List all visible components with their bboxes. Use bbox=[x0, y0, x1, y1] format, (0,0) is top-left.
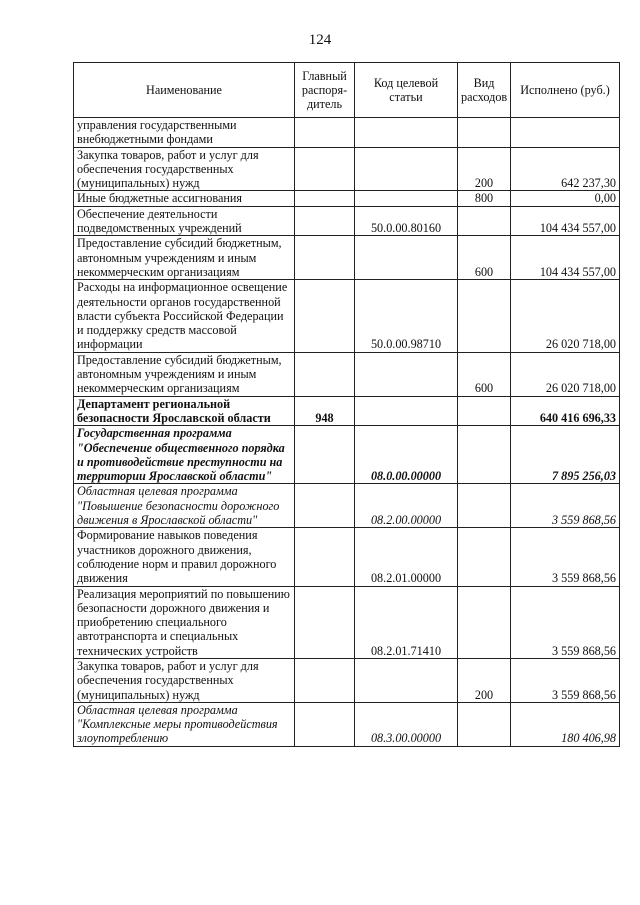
row-code-cell bbox=[355, 236, 458, 280]
row-code-cell: 50.0.00.80160 bbox=[355, 206, 458, 236]
row-chief-cell bbox=[295, 658, 355, 702]
row-code-cell: 08.3.00.00000 bbox=[355, 702, 458, 746]
row-chief-cell bbox=[295, 236, 355, 280]
row-name-cell: Обеспечение деятельности подведомственных учреждений bbox=[74, 206, 295, 236]
page-number: 124 bbox=[308, 32, 332, 48]
row-code-cell bbox=[355, 191, 458, 206]
row-amount-cell: 642 237,30 bbox=[511, 147, 620, 191]
table-row bbox=[74, 702, 620, 746]
row-type-cell: 600 bbox=[458, 236, 511, 280]
table-row bbox=[74, 484, 620, 528]
row-type-cell bbox=[458, 206, 511, 236]
row-type-cell bbox=[458, 118, 511, 148]
row-type-cell bbox=[458, 484, 511, 528]
row-code-cell: 08.2.01.00000 bbox=[355, 528, 458, 586]
table-row bbox=[74, 426, 620, 484]
row-chief-cell bbox=[295, 147, 355, 191]
row-name-cell: Областная целевая программа "Повышение безопасности дорожного движения в Ярославской области" bbox=[74, 484, 295, 528]
row-type-cell: 600 bbox=[458, 352, 511, 396]
row-type-cell bbox=[458, 396, 511, 426]
row-chief-cell bbox=[295, 118, 355, 148]
row-name-cell: управления государственными внебюджетными фондами bbox=[74, 118, 295, 148]
table-row bbox=[74, 352, 620, 396]
row-type-cell bbox=[458, 426, 511, 484]
row-type-cell: 200 bbox=[458, 658, 511, 702]
row-chief-cell bbox=[295, 702, 355, 746]
row-code-cell: 08.2.01.71410 bbox=[355, 586, 458, 658]
table-header-row bbox=[74, 63, 620, 118]
row-name-cell: Закупка товаров, работ и услуг для обеспечения государственных (муниципальных) нужд bbox=[74, 147, 295, 191]
row-chief-cell bbox=[295, 426, 355, 484]
row-amount-cell: 7 895 256,03 bbox=[511, 426, 620, 484]
row-amount-cell: 3 559 868,56 bbox=[511, 528, 620, 586]
row-code-cell bbox=[355, 352, 458, 396]
row-code-cell: 08.2.00.00000 bbox=[355, 484, 458, 528]
row-name-cell: Расходы на информационное освещение деятельности органов государственной власти субъекта Российской Федерации и поддержку средств массовой информации bbox=[74, 280, 295, 352]
header-amount: Исполнено (руб.) bbox=[511, 63, 620, 118]
row-chief-cell bbox=[295, 352, 355, 396]
table-row bbox=[74, 147, 620, 191]
row-type-cell bbox=[458, 528, 511, 586]
row-chief-cell: 948 bbox=[295, 396, 355, 426]
row-name-cell: Предоставление субсидий бюджетным, автономным учреждениям и иным некоммерческим организациям bbox=[74, 236, 295, 280]
header-code: Код целевой статьи bbox=[355, 63, 458, 118]
row-amount-cell: 26 020 718,00 bbox=[511, 352, 620, 396]
table-row bbox=[74, 280, 620, 352]
table-row bbox=[74, 206, 620, 236]
row-chief-cell bbox=[295, 484, 355, 528]
table-row bbox=[74, 191, 620, 206]
row-amount-cell: 26 020 718,00 bbox=[511, 280, 620, 352]
row-code-cell: 50.0.00.98710 bbox=[355, 280, 458, 352]
row-amount-cell bbox=[511, 118, 620, 148]
row-name-cell: Областная целевая программа "Комплексные меры противодействия злоупотреблению bbox=[74, 702, 295, 746]
row-amount-cell: 104 434 557,00 bbox=[511, 206, 620, 236]
row-type-cell: 800 bbox=[458, 191, 511, 206]
row-amount-cell: 640 416 696,33 bbox=[511, 396, 620, 426]
row-code-cell bbox=[355, 118, 458, 148]
row-name-cell: Предоставление субсидий бюджетным, автономным учреждениям и иным некоммерческим организациям bbox=[74, 352, 295, 396]
row-amount-cell: 104 434 557,00 bbox=[511, 236, 620, 280]
row-name-cell: Департамент региональной безопасности Ярославской области bbox=[74, 396, 295, 426]
row-code-cell bbox=[355, 147, 458, 191]
row-type-cell: 200 bbox=[458, 147, 511, 191]
row-chief-cell bbox=[295, 191, 355, 206]
row-code-cell bbox=[355, 396, 458, 426]
row-type-cell bbox=[458, 280, 511, 352]
table-row bbox=[74, 528, 620, 586]
row-chief-cell bbox=[295, 528, 355, 586]
row-amount-cell: 3 559 868,56 bbox=[511, 658, 620, 702]
row-type-cell bbox=[458, 586, 511, 658]
row-code-cell bbox=[355, 658, 458, 702]
row-amount-cell: 3 559 868,56 bbox=[511, 586, 620, 658]
row-name-cell: Иные бюджетные ассигнования bbox=[74, 191, 295, 206]
budget-table bbox=[73, 62, 620, 747]
row-code-cell: 08.0.00.00000 bbox=[355, 426, 458, 484]
table-row bbox=[74, 118, 620, 148]
row-chief-cell bbox=[295, 586, 355, 658]
row-type-cell bbox=[458, 702, 511, 746]
table-body bbox=[74, 118, 620, 747]
row-amount-cell: 3 559 868,56 bbox=[511, 484, 620, 528]
header-chief: Главный распоря- дитель bbox=[295, 63, 355, 118]
header-type: Вид расходов bbox=[458, 63, 511, 118]
row-chief-cell bbox=[295, 280, 355, 352]
row-name-cell: Государственная программа "Обеспечение общественного порядка и противодействие преступности на территории Ярославской области" bbox=[74, 426, 295, 484]
row-amount-cell: 0,00 bbox=[511, 191, 620, 206]
header-name: Наименование bbox=[74, 63, 295, 118]
row-chief-cell bbox=[295, 206, 355, 236]
table-row bbox=[74, 586, 620, 658]
row-name-cell: Формирование навыков поведения участников дорожного движения, соблюдение норм и правил дорожного движения bbox=[74, 528, 295, 586]
row-name-cell: Реализация мероприятий по повышению безопасности дорожного движения и приобретению специального автотранспорта и специальных технических устройств bbox=[74, 586, 295, 658]
table-row bbox=[74, 396, 620, 426]
row-amount-cell: 180 406,98 bbox=[511, 702, 620, 746]
table-row bbox=[74, 236, 620, 280]
table-row bbox=[74, 658, 620, 702]
row-name-cell: Закупка товаров, работ и услуг для обеспечения государственных (муниципальных) нужд bbox=[74, 658, 295, 702]
